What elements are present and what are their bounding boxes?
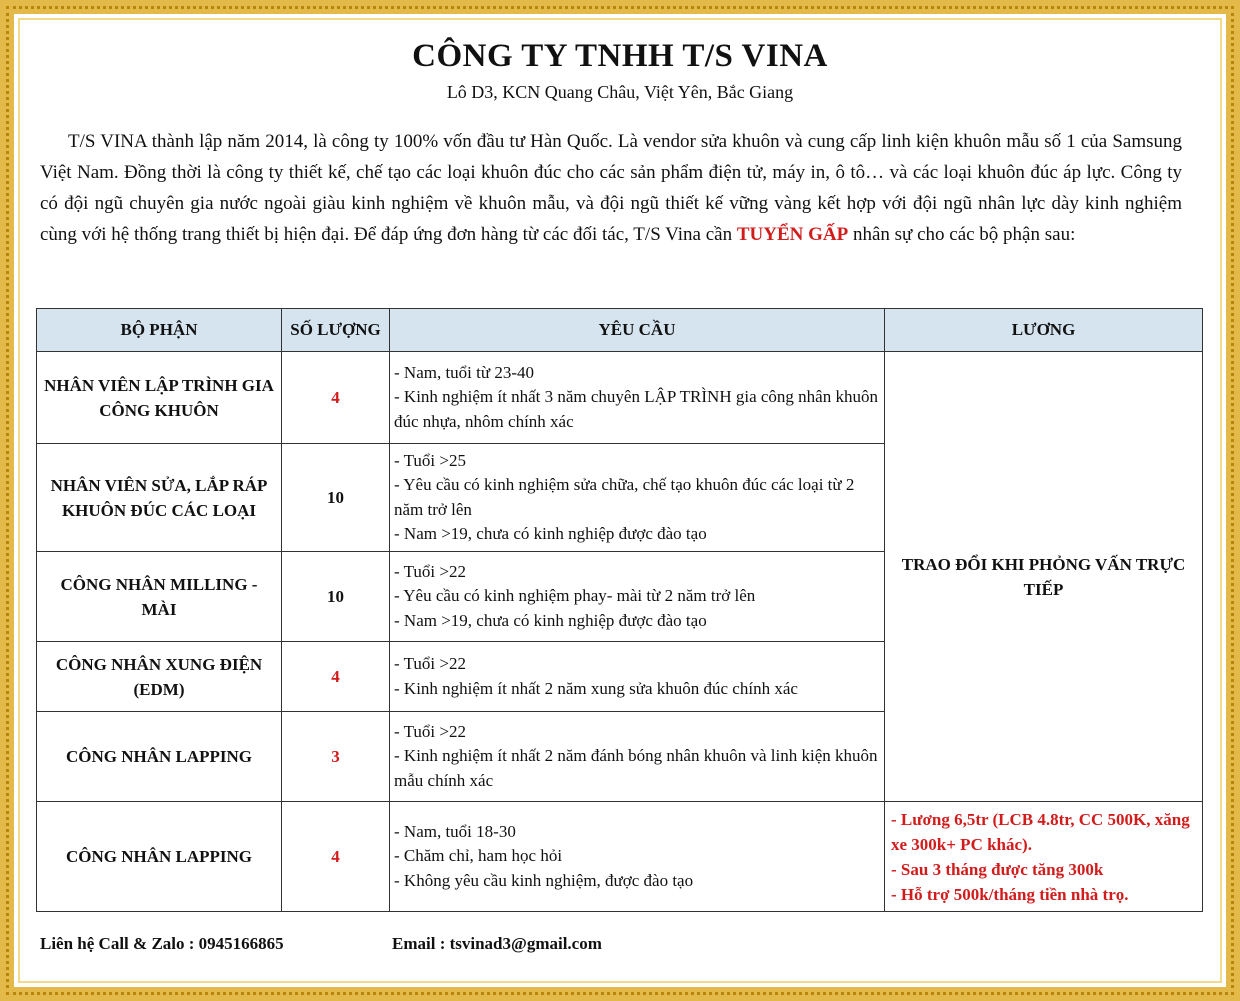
quantity-cell: 10 bbox=[282, 444, 390, 552]
department-cell: NHÂN VIÊN SỬA, LẮP RÁP KHUÔN ĐÚC CÁC LOẠI bbox=[37, 444, 282, 552]
requirement-line: - Nam, tuổi 18-30 bbox=[394, 821, 516, 841]
requirement-line: - Kinh nghiệm ít nhất 3 năm chuyên LẬP TRÌNH gia công nhân khuôn đúc nhựa, nhôm chính xác bbox=[394, 387, 878, 431]
header-salary: LƯƠNG bbox=[885, 309, 1203, 352]
quantity-cell: 10 bbox=[282, 552, 390, 642]
quantity-cell: 4 bbox=[282, 802, 390, 912]
requirement-line: - Nam, tuổi từ 23-40 bbox=[394, 362, 535, 382]
contact-email: Email : tsvinad3@gmail.com bbox=[392, 934, 602, 953]
intro-text-end: nhân sự cho các bộ phận sau: bbox=[848, 224, 1076, 245]
department-cell: NHÂN VIÊN LẬP TRÌNH GIA CÔNG KHUÔN bbox=[37, 352, 282, 444]
requirements-cell bbox=[390, 802, 885, 912]
header-department: BỘ PHẬN bbox=[37, 309, 282, 352]
salary-line: - Lương 6,5tr (LCB 4.8tr, CC 500K, xăng xe 300k+ PC khác). bbox=[891, 809, 1190, 854]
contact-phone: Liên hệ Call & Zalo : 0945166865 bbox=[40, 934, 284, 953]
intro-highlight: TUYỂN GẤP bbox=[736, 224, 849, 245]
requirement-line: - Kinh nghiệm ít nhất 2 năm xung sửa khuôn đúc chính xác bbox=[394, 678, 798, 698]
requirement-line: - Kinh nghiệm ít nhất 2 năm đánh bóng nhân khuôn và linh kiện khuôn mẫu chính xác bbox=[394, 746, 878, 790]
table-row bbox=[37, 352, 1203, 444]
intro-paragraph bbox=[40, 126, 1182, 250]
requirements-cell bbox=[390, 552, 885, 642]
requirement-line: - Nam >19, chưa có kinh nghiệp được đào tạo bbox=[394, 524, 707, 543]
requirement-line: - Tuổi >22 bbox=[394, 654, 466, 673]
salary-detail-cell bbox=[885, 802, 1203, 912]
table-row bbox=[37, 802, 1203, 912]
company-address: Lô D3, KCN Quang Châu, Việt Yên, Bắc Giang bbox=[446, 82, 794, 102]
requirements-cell bbox=[390, 712, 885, 802]
department-cell: CÔNG NHÂN XUNG ĐIỆN (EDM) bbox=[37, 642, 282, 712]
department-cell: CÔNG NHÂN MILLING - MÀI bbox=[37, 552, 282, 642]
intro-text: T/S VINA thành lập năm 2014, là công ty 100% vốn đầu tư Hàn Quốc. Là vendor sửa khuôn và cung cấp linh kiện khuôn mẫu số 1 của Samsung Việt Nam. Đồng thời là công ty thiết kế, chế tạo các loại khuôn đúc cho các sản phẩm điện tử, máy in, ô tô… và các loại khuôn đúc áp lực. Công ty có đội ngũ chuyên gia nước ngoài giàu kinh nghiệm về khuôn mẫu, và đội ngũ thiết kế vững vàng kết hợp với đội ngũ nhân lực dày kinh nghiệm cùng với hệ thống trang thiết bị hiện đại. Để đáp ứng đơn hàng từ các đối tác, T/S Vina cần bbox=[40, 131, 1182, 245]
requirement-line: - Yêu cầu có kinh nghiệm phay- mài từ 2 năm trở lên bbox=[394, 586, 756, 606]
requirement-line: - Yêu cầu có kinh nghiệm sửa chữa, chế tạo khuôn đúc các loại từ 2 năm trở lên bbox=[394, 475, 855, 519]
requirements-cell bbox=[390, 444, 885, 552]
header-quantity: SỐ LƯỢNG bbox=[282, 309, 390, 352]
quantity-cell: 4 bbox=[282, 352, 390, 444]
header-requirements: YÊU CẦU bbox=[390, 309, 885, 352]
requirement-line: - Tuổi >22 bbox=[394, 721, 466, 741]
department-cell: CÔNG NHÂN LAPPING bbox=[37, 712, 282, 802]
salary-line: - Sau 3 tháng được tăng 300k bbox=[891, 859, 1104, 879]
quantity-cell: 3 bbox=[282, 712, 390, 802]
requirement-line: - Tuổi >25 bbox=[394, 450, 466, 470]
requirement-line: - Chăm chỉ, ham học hỏi bbox=[394, 846, 563, 866]
requirements-cell bbox=[390, 642, 885, 712]
salary-line: - Hỗ trợ 500k/tháng tiền nhà trọ. bbox=[891, 884, 1129, 904]
quantity-cell: 4 bbox=[282, 642, 390, 712]
requirement-line: - Tuổi >22 bbox=[394, 561, 466, 581]
job-table bbox=[36, 308, 1203, 912]
requirements-cell bbox=[390, 352, 885, 444]
company-name: CÔNG TY TNHH T/S VINA bbox=[412, 38, 828, 74]
salary-shared-cell: TRAO ĐỔI KHI PHỎNG VẤN TRỰC TIẾP bbox=[885, 352, 1203, 802]
requirement-line: - Nam >19, chưa có kinh nghiệp được đào tạo bbox=[394, 610, 707, 630]
table-header-row bbox=[37, 309, 1203, 352]
department-cell: CÔNG NHÂN LAPPING bbox=[37, 802, 282, 912]
requirement-line: - Không yêu cầu kinh nghiệm, được đào tạo bbox=[394, 870, 694, 890]
